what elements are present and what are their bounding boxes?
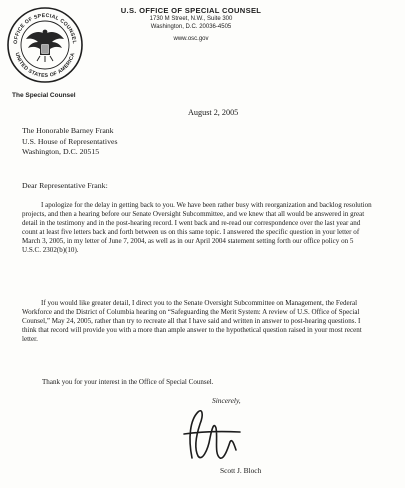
recipient-city: Washington, D.C. 20515 (22, 147, 100, 156)
letterhead-agency-name: U.S. OFFICE OF SPECIAL COUNSEL (120, 6, 262, 15)
recipient-office: U.S. House of Representatives (22, 136, 118, 146)
seal-ring-text-bottom: UNITED STATES OF AMERICA (13, 51, 77, 80)
letter-date: August 2, 2005 (188, 108, 239, 117)
agency-seal (6, 6, 84, 84)
seal-emblem-icon (6, 6, 84, 84)
seal-ring-text-top: OFFICE OF SPECIAL COUNSEL (12, 12, 78, 45)
letterhead-city: Washington, D.C. 20036-4505 (150, 23, 232, 30)
special-counsel-caption: The Special Counsel (12, 92, 76, 99)
signer-name: Scott J. Bloch (220, 466, 262, 475)
letterhead-street: 1730 M Street, N.W., Suite 300 (149, 16, 233, 22)
salutation: Dear Representative Frank: (22, 181, 108, 190)
letterhead-website: www.osc.gov (173, 36, 209, 42)
letterhead (96, 6, 286, 44)
closing-sincerely: Sincerely, (212, 396, 241, 405)
body-paragraph-2: If you would like greater detail, I direct you to the Senate Oversight Subcommittee on Management, the Federal Workforce and the District of Columbia hearing on “Safeguarding the Merit System: A review of U.S. Office of Special Counsel,” May 24, 2005, rather than try to recreate all that I have said and written in answer to post-hearing questions. I think that record will provide you with a more than ample answer to the hypothetical question raised in your most recent letter. (22, 299, 362, 344)
recipient-address-block (22, 126, 118, 158)
recipient-name: The Honorable Barney Frank (22, 126, 114, 135)
body-paragraph-3: Thank you for your interest in the Office of Special Counsel. (42, 378, 214, 386)
body-paragraph-1: I apologize for the delay in getting back to you. We have been rather busy with reorganization and backlog resolution projects, and then a hearing before our Senate Oversight Subcommittee, and we knew that all would be answered in great detail in the testimony and in the post-hearing record. I went back and re-read our correspondence over the last year and count at least five letters back and forth between us on this same topic. I answered the specific question in your letter of March 3, 2005, in my letter of June 7, 2004, as well as in our April 2004 statement setting forth our office policy on 5 U.S.C. 2302(b)(10). (22, 201, 372, 255)
handwritten-signature-icon (178, 398, 244, 468)
